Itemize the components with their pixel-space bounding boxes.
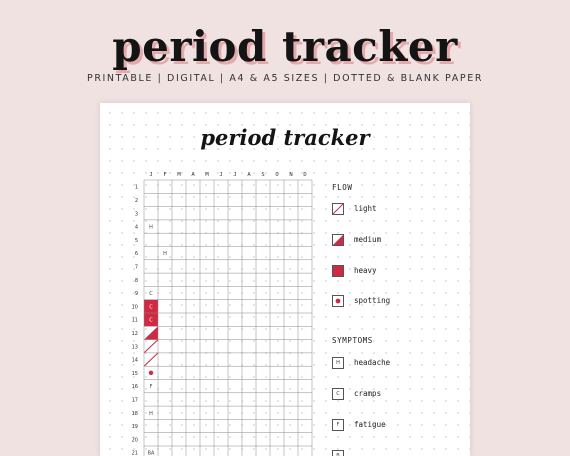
spotting-swatch <box>332 295 344 307</box>
month-label: S <box>261 172 265 178</box>
symptom-letter: H <box>149 224 153 231</box>
symptom-letter: H <box>163 251 167 258</box>
banner-subtitle: PRINTABLE | DIGITAL | A4 & A5 SIZES | DOTTED & BLANK PAPER <box>86 73 484 84</box>
month-label: J <box>219 172 223 178</box>
day-label: 13 <box>131 344 138 351</box>
day-label: 6 <box>134 251 138 258</box>
symptom-swatch <box>332 419 344 431</box>
day-label: 20 <box>131 437 138 444</box>
symptom-label: headache <box>354 358 391 367</box>
symptom-swatch <box>332 357 344 369</box>
day-label: 4 <box>134 224 138 231</box>
month-label: D <box>303 172 307 178</box>
symptoms-heading: SYMPTOMS <box>332 336 373 345</box>
tracker-sheet <box>100 103 470 456</box>
day-label: 7 <box>134 264 138 271</box>
symptom-letter: C <box>149 304 153 311</box>
day-label: 3 <box>134 211 138 218</box>
day-label: 10 <box>131 304 138 311</box>
day-label: 8 <box>134 277 138 284</box>
day-label: 21 <box>131 450 138 456</box>
symptom-code: H <box>336 360 340 366</box>
flow-heading: FLOW <box>332 183 353 192</box>
month-label: M <box>177 172 181 178</box>
day-label: 2 <box>134 197 138 204</box>
flow-label: heavy <box>354 266 377 275</box>
symptom-swatch <box>332 388 344 400</box>
day-label: 5 <box>134 237 138 244</box>
month-label: A <box>247 172 251 178</box>
symptom-label: fatigue <box>354 420 386 429</box>
sheet-title: period tracker <box>200 125 370 150</box>
day-label: 18 <box>131 410 138 417</box>
day-label: 17 <box>131 397 138 404</box>
flow-label: medium <box>354 235 382 244</box>
light-swatch <box>332 203 344 215</box>
month-label: F <box>163 172 167 178</box>
medium-flow-fill <box>144 326 158 339</box>
symptom-letter: H <box>149 410 153 417</box>
symptom-code: C <box>336 391 340 397</box>
symptom-letter: C <box>149 317 153 324</box>
symptom-swatch <box>332 450 344 456</box>
light-flow-mark <box>144 353 158 366</box>
flow-label: light <box>354 204 377 213</box>
banner-title: period tracker <box>112 22 458 71</box>
month-label: A <box>191 172 195 178</box>
day-label: 11 <box>131 317 138 324</box>
flow-label: spotting <box>354 296 391 305</box>
symptom-letter: F <box>149 384 153 391</box>
medium-swatch <box>332 234 344 246</box>
month-label: O <box>275 172 279 178</box>
day-label: 12 <box>131 330 138 337</box>
heavy-swatch <box>332 265 344 277</box>
symptom-letter: C <box>149 291 153 298</box>
day-label: 19 <box>131 424 138 431</box>
tracker-grid <box>100 103 470 456</box>
day-label: 15 <box>131 370 138 377</box>
day-label: 16 <box>131 384 138 391</box>
month-label: J <box>149 172 153 178</box>
day-label: 9 <box>134 291 138 298</box>
symptom-letter: BA <box>147 450 155 456</box>
symptom-code: B <box>336 453 340 456</box>
spotting-dot <box>149 371 153 375</box>
symptom-label: cramps <box>354 389 382 398</box>
month-label: M <box>205 172 209 178</box>
day-label: 14 <box>131 357 138 364</box>
day-label: 1 <box>134 184 138 191</box>
month-label: J <box>233 172 237 178</box>
month-label: N <box>289 172 293 178</box>
light-flow-mark <box>144 340 158 353</box>
symptom-code: F <box>336 422 340 428</box>
